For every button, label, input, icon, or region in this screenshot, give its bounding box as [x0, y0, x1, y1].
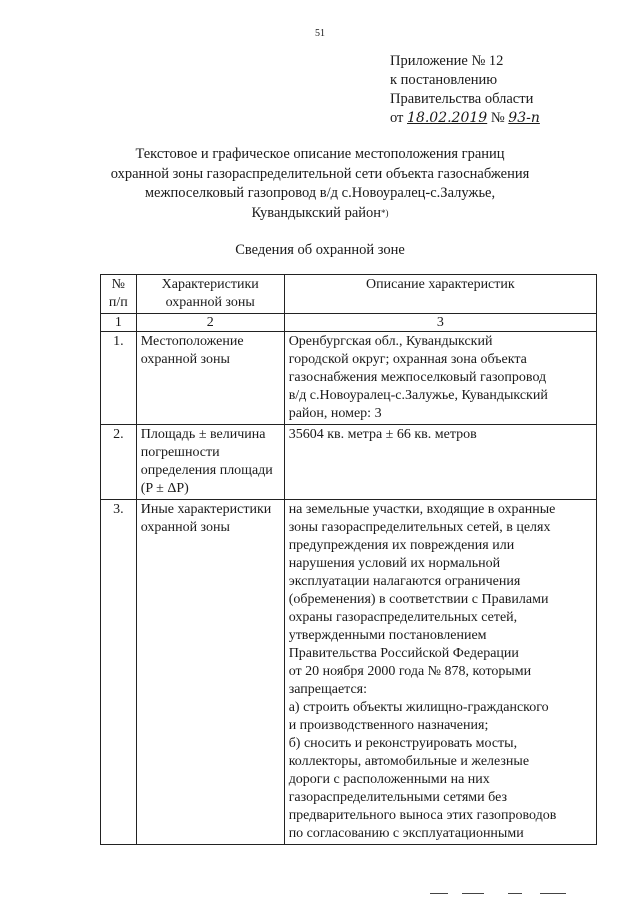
bottom-mark [430, 893, 448, 894]
page-number: 51 [315, 28, 325, 39]
description-line: городской округ; охранная зона объекта [288, 352, 527, 367]
table-row [101, 500, 597, 845]
description-line: б) сносить и реконструировать мосты, [288, 736, 518, 751]
characteristic-line: Площадь ± величина [140, 427, 266, 442]
appendix-line-3: Правительства области [390, 91, 534, 107]
column-number-3: 3 [284, 314, 596, 332]
protection-zone-table [100, 274, 597, 845]
description-line: в/д с.Новоуралец-с.Залужье, Кувандыкский [288, 388, 548, 403]
handwritten-date: 18.02.2019 [407, 110, 488, 126]
row-description [284, 332, 596, 425]
title-line-4 [90, 204, 550, 224]
header-number [101, 275, 137, 314]
characteristic-line: охранной зоны [140, 520, 230, 535]
row-description [284, 500, 596, 845]
description-line: предварительного выноса этих газопроводов [288, 808, 557, 823]
handwritten-number: 93-п [508, 110, 540, 126]
description-line: утвержденными постановлением [288, 628, 487, 643]
description-line: Правительства Российской Федерации [288, 646, 519, 661]
appendix-line-2: к постановлению [390, 72, 498, 88]
title-line-1: Текстовое и графическое описание местоположения границ [135, 146, 505, 162]
row-number: 3. [101, 500, 137, 845]
description-line: коллекторы, автомобильные и железные [288, 754, 530, 769]
description-line: газораспределительными сетями без [288, 790, 507, 805]
characteristic-line: (P ± ΔP) [140, 481, 189, 496]
title-line-3: межпоселковый газопровод в/д с.Новоуралец-с.Залужье, [144, 185, 496, 201]
header-number-line-2: п/п [108, 295, 128, 310]
description-line: предупреждения их повреждения или [288, 538, 515, 553]
section-subtitle: Сведения об охранной зоне [235, 242, 405, 258]
description-line: зоны газораспределительных сетей, в целях [288, 520, 551, 535]
characteristic-line: Местоположение [140, 334, 244, 349]
row-description [284, 425, 596, 500]
row-number: 2. [101, 425, 137, 500]
description-line: газоснабжения межпоселковый газопровод [288, 370, 547, 385]
title-line-4-text: Кувандыкский район [251, 204, 382, 221]
header-characteristics [136, 275, 284, 314]
row-number: 1. [101, 332, 137, 425]
characteristic-line: Иные характеристики [140, 502, 272, 517]
column-number-2: 2 [136, 314, 284, 332]
bottom-mark [540, 893, 566, 894]
footnote-mark: *) [381, 207, 389, 218]
column-number-row [101, 314, 597, 332]
row-characteristic [136, 332, 284, 425]
description-line: запрещается: [288, 682, 367, 697]
description-line: (обременения) в соответствии с Правилами [288, 592, 549, 607]
appendix-line-4 [390, 109, 540, 128]
description-line: а) строить объекты жилищно-гражданского [288, 700, 549, 715]
header-characteristics-line-1: Характеристики [161, 277, 259, 292]
description-line: по согласованию с эксплуатационными [288, 826, 524, 841]
header-characteristics-line-2: охранной зоны [165, 295, 255, 310]
bottom-mark [462, 893, 484, 894]
description-line: от 20 ноября 2000 года № 878, которыми [288, 664, 532, 679]
description-line: на земельные участки, входящие в охранные [288, 502, 556, 517]
description-line: эксплуатации налагаются ограничения [288, 574, 521, 589]
appendix-block [390, 52, 540, 128]
description-line: 35604 кв. метра ± 66 кв. метров [288, 427, 477, 442]
table-row [101, 425, 597, 500]
from-label: от [390, 110, 404, 126]
characteristic-line: определения площади [140, 463, 273, 478]
column-number-1: 1 [101, 314, 137, 332]
description-line: Оренбургская обл., Кувандыкский [288, 334, 493, 349]
appendix-line-1: Приложение № 12 [390, 53, 504, 69]
table-body [101, 332, 597, 845]
description-line: нарушения условий их нормальной [288, 556, 501, 571]
description-line: и производственного назначения; [288, 718, 489, 733]
description-line: дороги с расположенными на них [288, 772, 490, 787]
number-label: № [490, 110, 505, 126]
table-header-row [101, 275, 597, 314]
characteristic-line: погрешности [140, 445, 220, 460]
characteristic-line: охранной зоны [140, 352, 230, 367]
document-title [90, 145, 550, 223]
header-number-line-1: № [111, 277, 126, 292]
row-characteristic [136, 500, 284, 845]
bottom-mark [508, 893, 522, 894]
description-line: район, номер: 3 [288, 406, 382, 421]
header-description: Описание характеристик [284, 275, 596, 314]
description-line: охраны газораспределительных сетей, [288, 610, 518, 625]
title-line-2: охранной зоны газораспределительной сети объекта газоснабжения [110, 165, 530, 182]
table-row [101, 332, 597, 425]
row-characteristic [136, 425, 284, 500]
